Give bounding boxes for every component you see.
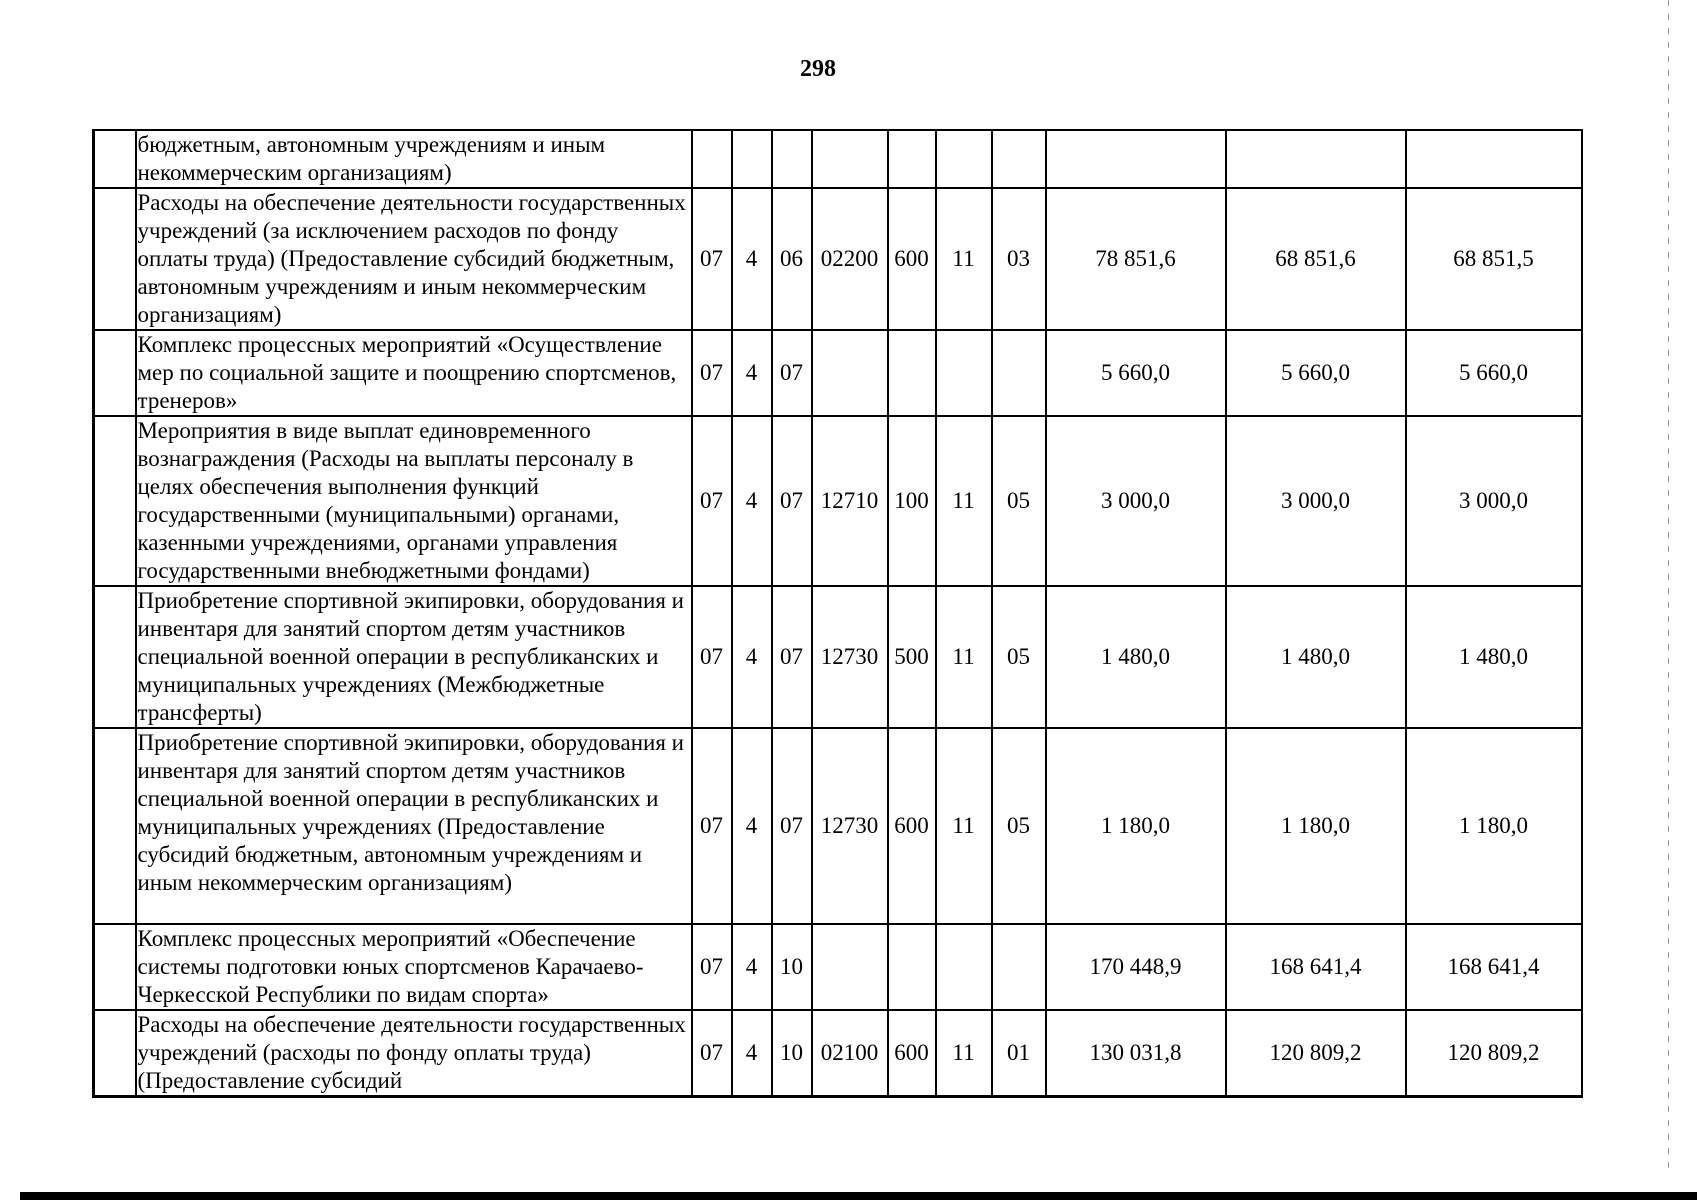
amount-cell-a3: 1 480,0 (1406, 586, 1582, 728)
code-cell-c1: 07 (692, 924, 732, 1010)
code-cell-c6: 11 (936, 1010, 992, 1097)
table-row (94, 586, 1582, 728)
row-name-cell: Мероприятия в виде выплат единовременного вознаграждения (Расходы на выплаты персоналу в целях обеспечения выполнения функций государственными (муниципальными) органами, казенными учреждениями, органами управления государственными внебюджетными фондами) (136, 416, 692, 586)
bottom-rule (20, 1192, 1697, 1200)
row-index-cell (94, 188, 136, 330)
amount-cell-a2: 1 180,0 (1226, 728, 1406, 924)
code-cell-c4: 12730 (812, 586, 888, 728)
code-cell-c3: 06 (772, 188, 812, 330)
row-index-cell (94, 728, 136, 924)
code-cell-c2: 4 (732, 586, 772, 728)
row-name-cell: Комплекс процессных мероприятий «Осуществление мер по социальной защите и поощрению спортсменов, тренеров» (136, 330, 692, 416)
code-cell-c5: 600 (888, 1010, 936, 1097)
amount-cell-a3: 68 851,5 (1406, 188, 1582, 330)
code-cell-c6: 11 (936, 188, 992, 330)
code-cell-c2: 4 (732, 728, 772, 924)
amount-cell-a1: 78 851,6 (1046, 188, 1226, 330)
code-cell-c1: 07 (692, 1010, 732, 1097)
code-cell-c3: 07 (772, 728, 812, 924)
code-cell-c1 (692, 130, 732, 188)
code-cell-c7: 03 (992, 188, 1046, 330)
code-cell-c2: 4 (732, 416, 772, 586)
row-index-cell (94, 416, 136, 586)
code-cell-c1: 07 (692, 416, 732, 586)
code-cell-c6 (936, 924, 992, 1010)
code-cell-c1: 07 (692, 728, 732, 924)
budget-table (92, 129, 1583, 1098)
amount-cell-a1: 1 480,0 (1046, 586, 1226, 728)
code-cell-c2: 4 (732, 924, 772, 1010)
table-row (94, 1010, 1582, 1097)
amount-cell-a2: 68 851,6 (1226, 188, 1406, 330)
code-cell-c4 (812, 924, 888, 1010)
row-name-cell: бюджетным, автономным учреждениям и иным некоммерческим организациям) (136, 130, 692, 188)
table-row (94, 728, 1582, 924)
row-index-cell (94, 330, 136, 416)
scan-edge (1668, 0, 1669, 1170)
amount-cell-a3 (1406, 130, 1582, 188)
code-cell-c4: 02100 (812, 1010, 888, 1097)
amount-cell-a1: 130 031,8 (1046, 1010, 1226, 1097)
amount-cell-a1 (1046, 130, 1226, 188)
code-cell-c5: 600 (888, 728, 936, 924)
code-cell-c3: 07 (772, 416, 812, 586)
code-cell-c3: 10 (772, 1010, 812, 1097)
code-cell-c5 (888, 924, 936, 1010)
page-number: 298 (800, 56, 836, 82)
code-cell-c4: 12710 (812, 416, 888, 586)
code-cell-c4 (812, 130, 888, 188)
code-cell-c2: 4 (732, 1010, 772, 1097)
code-cell-c5 (888, 130, 936, 188)
amount-cell-a1: 170 448,9 (1046, 924, 1226, 1010)
table-row (94, 130, 1582, 188)
code-cell-c7 (992, 924, 1046, 1010)
code-cell-c3: 07 (772, 330, 812, 416)
amount-cell-a3: 168 641,4 (1406, 924, 1582, 1010)
code-cell-c6 (936, 330, 992, 416)
code-cell-c3: 07 (772, 586, 812, 728)
code-cell-c6: 11 (936, 728, 992, 924)
amount-cell-a2: 1 480,0 (1226, 586, 1406, 728)
table-row (94, 188, 1582, 330)
row-name-cell: Комплекс процессных мероприятий «Обеспечение системы подготовки юных спортсменов Карачаево-Черкесской Республики по видам спорта» (136, 924, 692, 1010)
amount-cell-a2: 168 641,4 (1226, 924, 1406, 1010)
code-cell-c6 (936, 130, 992, 188)
amount-cell-a3: 120 809,2 (1406, 1010, 1582, 1097)
row-index-cell (94, 130, 136, 188)
code-cell-c7 (992, 130, 1046, 188)
code-cell-c4 (812, 330, 888, 416)
table-row (94, 924, 1582, 1010)
code-cell-c6: 11 (936, 586, 992, 728)
code-cell-c4: 12730 (812, 728, 888, 924)
code-cell-c3 (772, 130, 812, 188)
code-cell-c4: 02200 (812, 188, 888, 330)
code-cell-c2: 4 (732, 188, 772, 330)
row-name-cell: Приобретение спортивной экипировки, оборудования и инвентаря для занятий спортом детям участников специальной военной операции в республиканских и муниципальных учреждениях (Межбюджетные трансферты) (136, 586, 692, 728)
code-cell-c1: 07 (692, 188, 732, 330)
code-cell-c2: 4 (732, 330, 772, 416)
table-row (94, 416, 1582, 586)
row-index-cell (94, 1010, 136, 1097)
row-name-cell: Расходы на обеспечение деятельности государственных учреждений (расходы по фонду оплаты труда) (Предоставление субсидий (136, 1010, 692, 1097)
amount-cell-a1: 1 180,0 (1046, 728, 1226, 924)
code-cell-c7 (992, 330, 1046, 416)
code-cell-c5: 600 (888, 188, 936, 330)
row-name-cell: Приобретение спортивной экипировки, оборудования и инвентаря для занятий спортом детям участников специальной военной операции в республиканских и муниципальных учреждениях (Предоставление субсидий бюджетным, автономным учреждениям и иным некоммерческим организациям) (136, 728, 692, 924)
code-cell-c3: 10 (772, 924, 812, 1010)
code-cell-c1: 07 (692, 586, 732, 728)
code-cell-c7: 05 (992, 416, 1046, 586)
code-cell-c7: 01 (992, 1010, 1046, 1097)
code-cell-c2 (732, 130, 772, 188)
amount-cell-a2: 5 660,0 (1226, 330, 1406, 416)
code-cell-c5: 500 (888, 586, 936, 728)
amount-cell-a2: 120 809,2 (1226, 1010, 1406, 1097)
code-cell-c7: 05 (992, 586, 1046, 728)
amount-cell-a2 (1226, 130, 1406, 188)
amount-cell-a3: 1 180,0 (1406, 728, 1582, 924)
amount-cell-a3: 3 000,0 (1406, 416, 1582, 586)
amount-cell-a3: 5 660,0 (1406, 330, 1582, 416)
code-cell-c6: 11 (936, 416, 992, 586)
amount-cell-a1: 3 000,0 (1046, 416, 1226, 586)
row-index-cell (94, 924, 136, 1010)
code-cell-c5 (888, 330, 936, 416)
code-cell-c7: 05 (992, 728, 1046, 924)
code-cell-c1: 07 (692, 330, 732, 416)
amount-cell-a1: 5 660,0 (1046, 330, 1226, 416)
code-cell-c5: 100 (888, 416, 936, 586)
amount-cell-a2: 3 000,0 (1226, 416, 1406, 586)
row-index-cell (94, 586, 136, 728)
table-row (94, 330, 1582, 416)
row-name-cell: Расходы на обеспечение деятельности государственных учреждений (за исключением расходов по фонду оплаты труда) (Предоставление субсидий бюджетным, автономным учреждениям и иным некоммерческим организациям) (136, 188, 692, 330)
